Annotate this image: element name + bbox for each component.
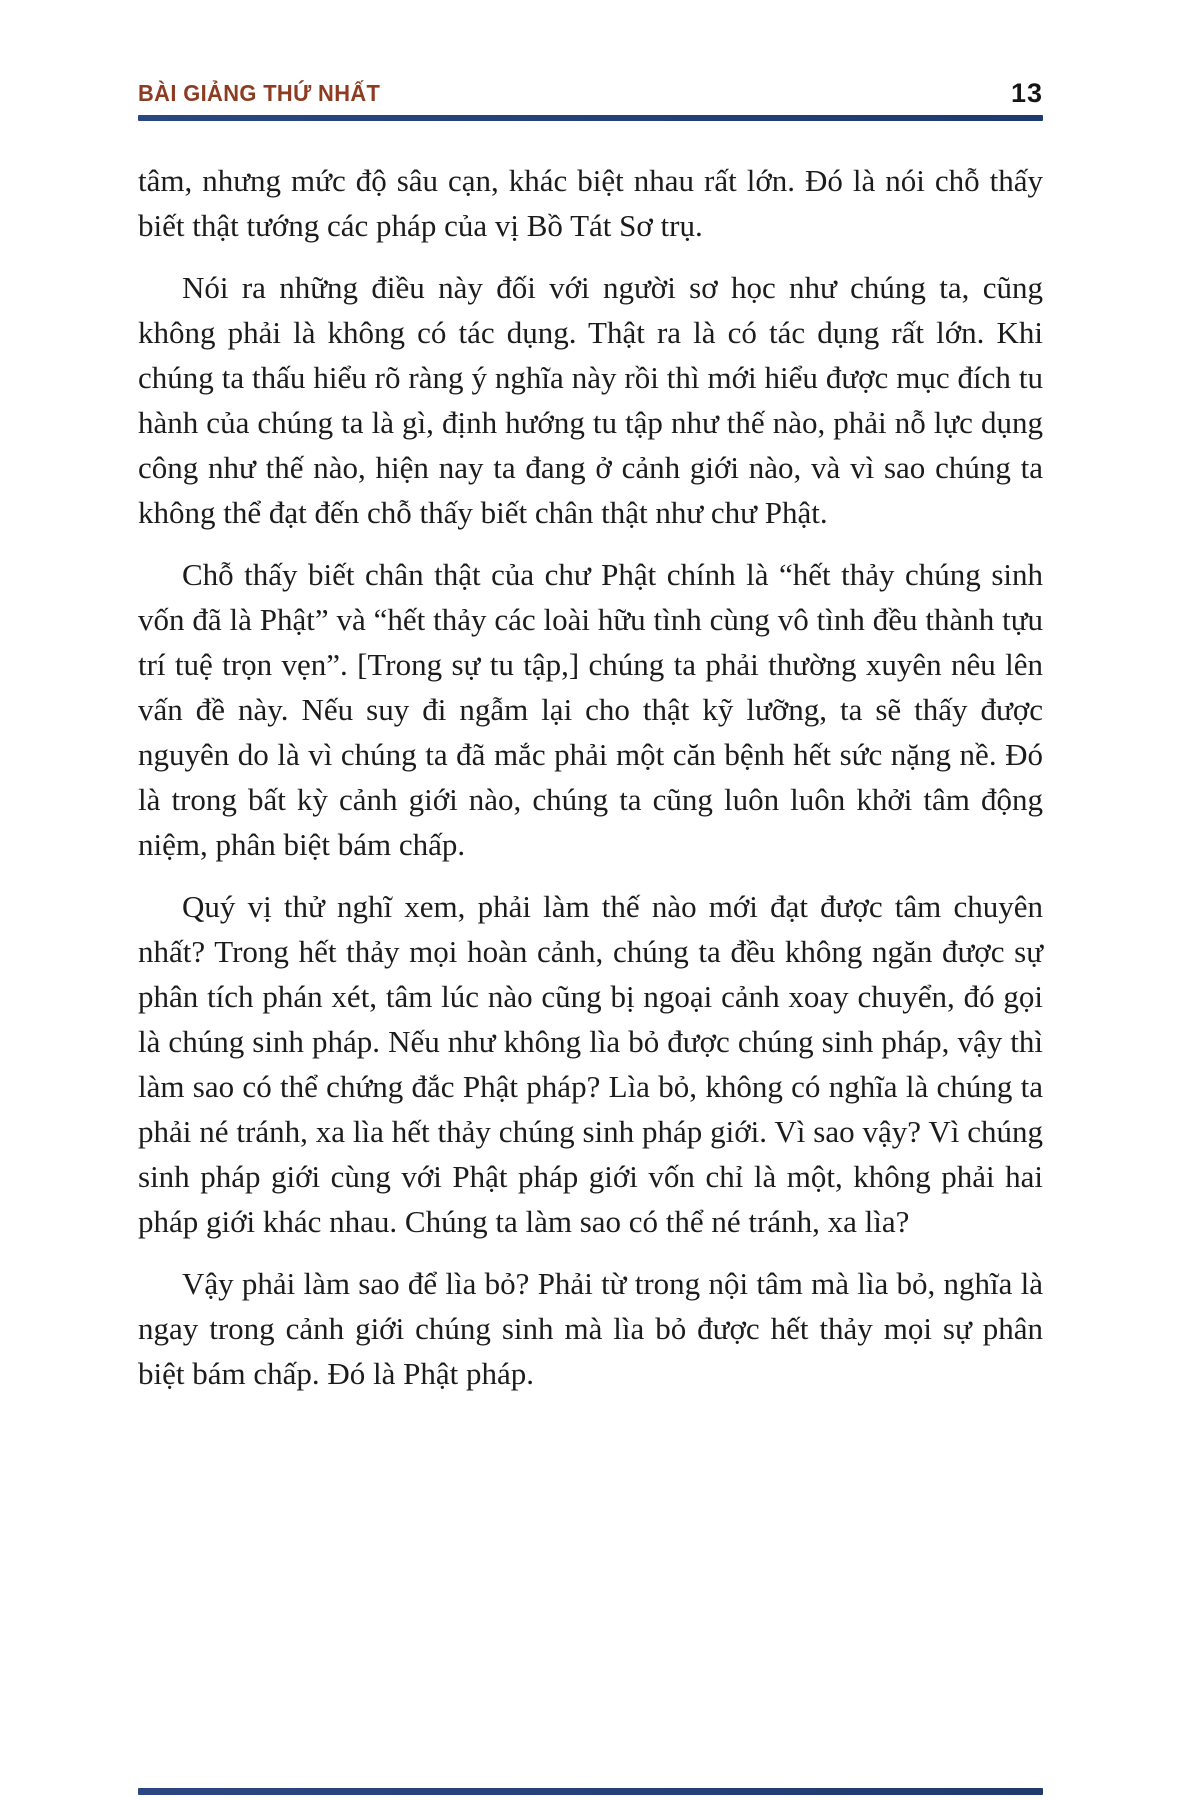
page-header	[138, 80, 1043, 113]
header-rule	[138, 115, 1043, 121]
paragraph-4: Quý vị thử nghĩ xem, phải làm thế nào mới đạt được tâm chuyên nhất? Trong hết thảy mọi hoàn cảnh, chúng ta đều không ngăn được sự phân tích phán xét, tâm lúc nào cũng bị ngoại cảnh xoay chuyển, đó gọi là chúng sinh pháp. Nếu như không lìa bỏ được chúng sinh pháp, vậy thì làm sao có thể chứng đắc Phật pháp? Lìa bỏ, không có nghĩa là chúng ta phải né tránh, xa lìa hết thảy chúng sinh pháp giới. Vì sao vậy? Vì chúng sinh pháp giới cùng với Phật pháp giới vốn chỉ là một, không phải hai pháp giới khác nhau. Chúng ta làm sao có thể né tránh, xa lìa?	[138, 889, 1043, 1239]
paragraph-1: tâm, nhưng mức độ sâu cạn, khác biệt nhau rất lớn. Đó là nói chỗ thấy biết thật tướng các pháp của vị Bồ Tát Sơ trụ.	[138, 163, 1043, 243]
running-title: BÀI GIẢNG THỨ NHẤT	[138, 80, 381, 106]
footer-rule	[138, 1788, 1043, 1795]
paragraph-2: Nói ra những điều này đối với người sơ học như chúng ta, cũng không phải là không có tác dụng. Thật ra là có tác dụng rất lớn. Khi chúng ta thấu hiểu rõ ràng ý nghĩa này rồi thì mới hiểu được mục đích tu hành của chúng ta là gì, định hướng tu tập như thế nào, phải nỗ lực dụng công như thế nào, hiện nay ta đang ở cảnh giới nào, và vì sao chúng ta không thể đạt đến chỗ thấy biết chân thật như chư Phật.	[138, 270, 1043, 530]
page-body	[138, 158, 1043, 1413]
paragraph-5: Vậy phải làm sao để lìa bỏ? Phải từ trong nội tâm mà lìa bỏ, nghĩa là ngay trong cảnh giới chúng sinh mà lìa bỏ được hết thảy mọi sự phân biệt bám chấp. Đó là Phật pháp.	[138, 1266, 1043, 1391]
paragraph-3: Chỗ thấy biết chân thật của chư Phật chính là “hết thảy chúng sinh vốn đã là Phật” và “hết thảy các loài hữu tình cùng vô tình đều thành tựu trí tuệ trọn vẹn”. [Trong sự tu tập,] chúng ta phải thường xuyên nêu lên vấn đề này. Nếu suy đi ngẫm lại cho thật kỹ lưỡng, ta sẽ thấy được nguyên do là vì chúng ta đã mắc phải một căn bệnh hết sức nặng nề. Đó là trong bất kỳ cảnh giới nào, chúng ta cũng luôn luôn khởi tâm động niệm, phân biệt bám chấp.	[138, 557, 1043, 862]
page-number: 13	[1010, 78, 1043, 108]
